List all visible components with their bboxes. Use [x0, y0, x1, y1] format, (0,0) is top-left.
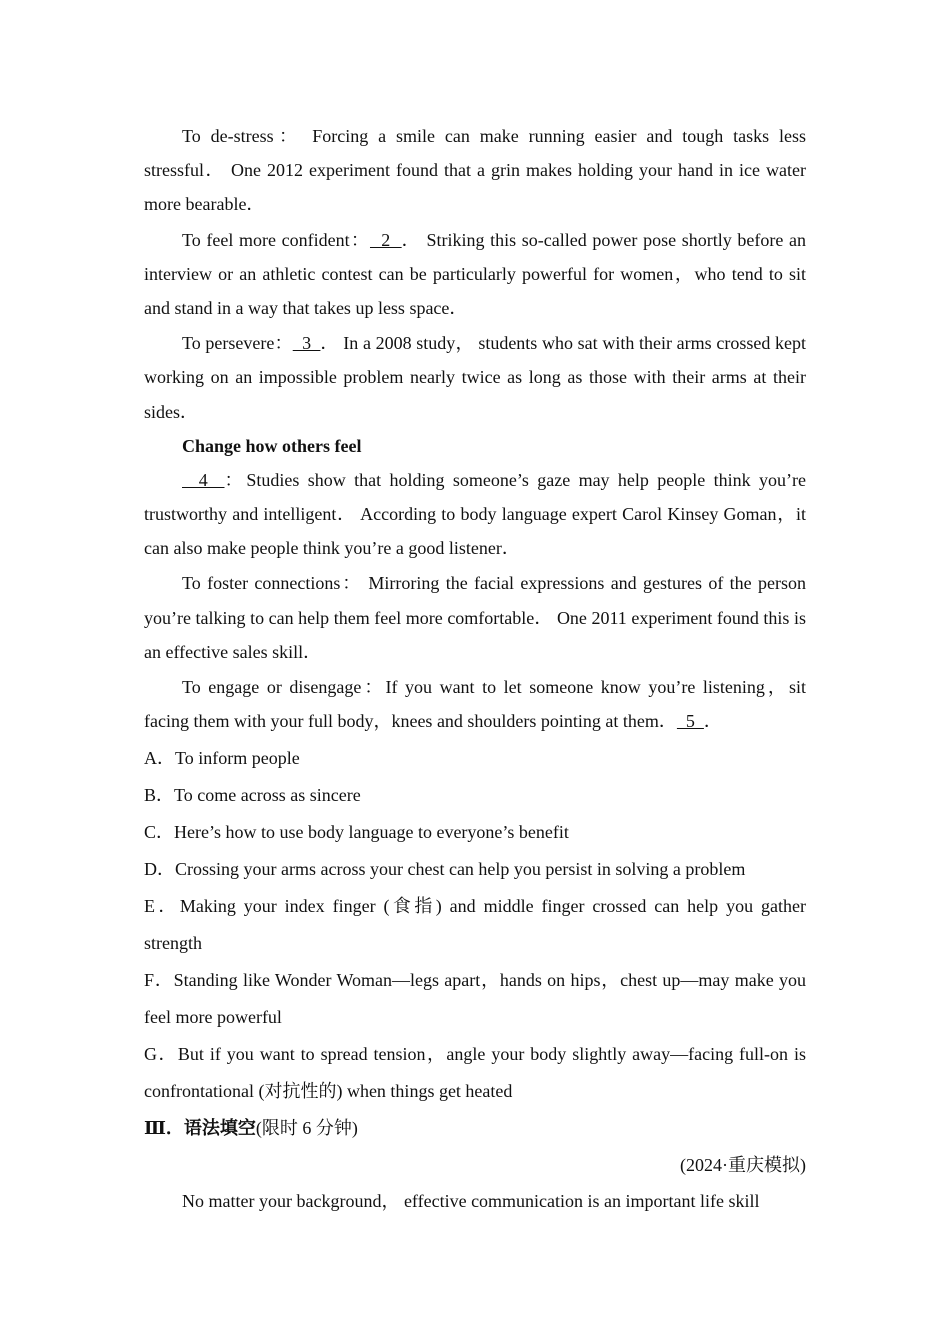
- paragraph-text: Mirroring the facial expressions and gestures of the person you’re talking to can help them feel more comfortable． One 2011 experiment found this is an effective sales skill．: [144, 573, 806, 662]
- paragraph-persevere: [144, 326, 806, 429]
- paragraph-lead: To foster connections：: [182, 573, 363, 594]
- paragraph-lead: To de-stress：: [182, 126, 303, 146]
- option-text: To inform people: [175, 748, 300, 769]
- paragraph-lead: To feel more confident：: [182, 229, 370, 250]
- paragraph-text: ． Striking this so-called power pose shortly before an interview or an athletic contest can be particularly powerful for women，who tend to sit and stand in a way that takes up less space．: [144, 229, 807, 319]
- paragraph-destress: [144, 119, 806, 222]
- section-title: [144, 1110, 806, 1147]
- option-f: [144, 962, 806, 1036]
- section-name: 语法填空: [183, 1118, 256, 1139]
- option-letter: B．: [144, 785, 175, 806]
- option-letter: A．: [144, 748, 175, 769]
- option-letter: F．: [144, 970, 174, 991]
- subheading: Change how others feel: [182, 435, 362, 456]
- option-letter: G．: [144, 1044, 178, 1065]
- paragraph-text: ． In a 2008 study， students who sat with their arms crossed kept working on an impossible problem nearly twice as long as those with their arms at their sides．: [144, 333, 806, 422]
- option-letter: E．: [144, 896, 180, 917]
- paragraph-lead: To persevere：: [182, 333, 293, 354]
- option-b: [144, 777, 806, 814]
- blank-5: 5: [676, 711, 704, 732]
- option-letter: D．: [144, 859, 175, 880]
- option-g: [144, 1036, 806, 1110]
- option-text: Standing like Wonder Woman—legs apart，hands on hips，chest up—may make you feel more powerful: [144, 970, 806, 1028]
- option-e: [144, 888, 806, 962]
- options-list: [144, 740, 806, 1110]
- blank-4: 4: [182, 469, 225, 490]
- paragraph-text: If you want to let someone know you’re listening，sit facing them with your full body，knees and shoulders pointing at them．: [144, 677, 806, 732]
- blank-3: 3: [292, 333, 321, 354]
- option-c: [144, 814, 806, 851]
- paragraph-engage: [144, 670, 806, 738]
- option-text: Making your index finger (食指) and middle finger crossed can help you gather strength: [144, 896, 806, 954]
- paragraph-end: ．: [703, 711, 722, 732]
- paragraph-lead: To engage or disengage：: [182, 677, 386, 698]
- paragraph-final: No matter your background， effective communication is an important life skill: [182, 1191, 760, 1212]
- paragraph-text: Forcing a smile can make running easier and tough tasks less stressful． One 2012 experiment found that a grin makes holding your hand in ice water more bearable．: [144, 126, 806, 215]
- option-letter: C．: [144, 822, 175, 843]
- option-text: Crossing your arms across your chest can help you persist in solving a problem: [175, 859, 746, 880]
- option-a: [144, 740, 806, 777]
- option-text: But if you want to spread tension，angle your body slightly away—facing full-on is confrontational (对抗性的) when things get heated: [144, 1044, 806, 1102]
- section-number: Ⅲ．: [144, 1118, 184, 1139]
- paragraph-confident: [144, 223, 806, 326]
- option-text: Here’s how to use body language to everyone’s benefit: [174, 822, 569, 843]
- paragraph-text: ：Studies show that holding someone’s gaze may help people think you’re trustworthy and intelligent． According to body language expert Carol Kinsey Goman，it can also make people think you’re a good listener．: [144, 469, 807, 559]
- paragraph-gaze: [144, 463, 806, 566]
- blank-2: 2: [369, 229, 402, 250]
- option-text: To come across as sincere: [174, 785, 361, 806]
- section-note: (限时 6 分钟): [255, 1118, 358, 1139]
- document-body: [144, 119, 806, 1219]
- paragraph-connections: [144, 566, 806, 669]
- source-citation: (2024·重庆模拟): [680, 1155, 806, 1176]
- option-d: [144, 851, 806, 888]
